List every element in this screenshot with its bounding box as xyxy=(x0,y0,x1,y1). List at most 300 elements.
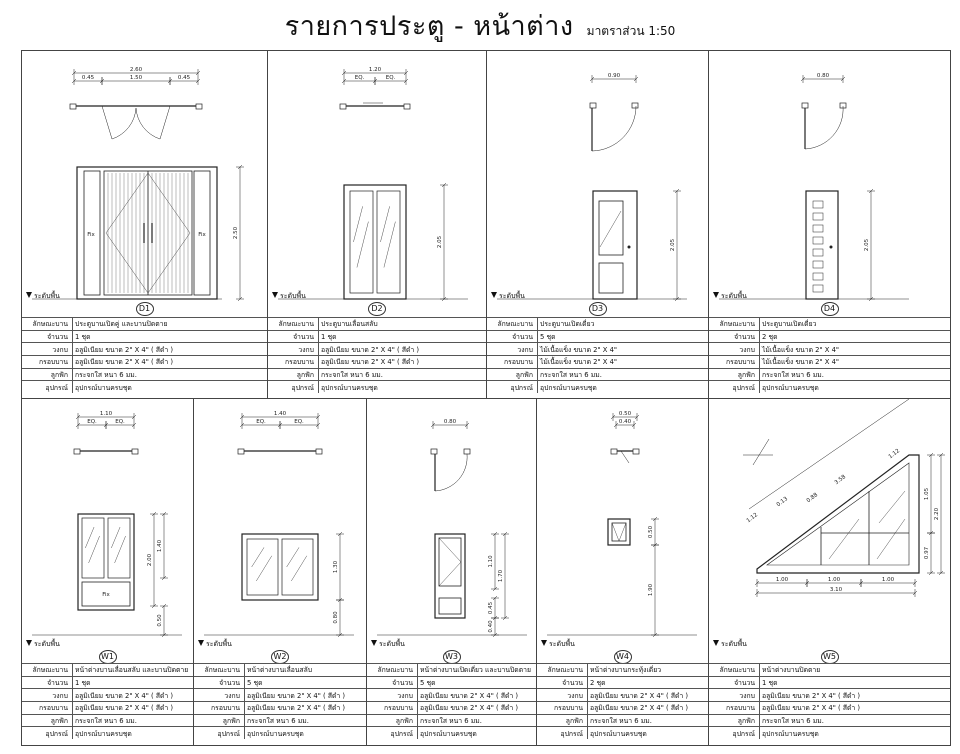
spec-label: กรอบบาน xyxy=(22,702,73,715)
door-height-dimension: 2.50 xyxy=(233,226,239,240)
window-height-dimension: 2.20 xyxy=(934,507,940,521)
spec-row xyxy=(487,368,708,381)
spec-value: กระจกใส หนา 6 มม. xyxy=(418,714,537,727)
spec-value: กระจกใส หนา 6 มม. xyxy=(73,714,194,727)
floor-level-label xyxy=(491,291,525,302)
spec-label: อุปกรณ์ xyxy=(22,381,73,393)
spec-value: หน้าต่างบานกระทุ้งเดี่ยว xyxy=(588,664,709,677)
plan-jamb xyxy=(238,449,244,454)
spec-row xyxy=(709,368,950,381)
spec-value: อลูมิเนียม ขนาด 2" X 4" ( สีดำ ) xyxy=(245,689,367,702)
width-dimension: EQ. xyxy=(385,75,396,81)
window-height-dimension: 1.10 xyxy=(488,555,494,568)
elevation-svg xyxy=(194,399,366,654)
floor-level-text: ระดับพื้น xyxy=(499,292,525,300)
door-louvre xyxy=(813,261,823,268)
spec-label: จำนวน xyxy=(487,330,538,343)
spec-value: กระจกใส หนา 6 มม. xyxy=(73,368,268,381)
spec-value: กระจกใส หนา 6 มม. xyxy=(760,368,951,381)
floor-level-label xyxy=(541,639,575,650)
slope-length-label: 0.88 xyxy=(805,492,820,505)
spec-row xyxy=(487,356,708,369)
spec-value: อลูมิเนียม ขนาด 2" X 4" ( สีดำ ) xyxy=(588,702,709,715)
spec-value: กระจกใส หนา 6 มม. xyxy=(588,714,709,727)
spec-row xyxy=(194,664,366,677)
spec-row xyxy=(487,330,708,343)
glass-pane xyxy=(247,539,278,595)
spec-table xyxy=(487,317,708,393)
spec-value: อลูมิเนียม ขนาด 2" X 4" ( สีดำ ) xyxy=(760,689,951,702)
spec-value: ประตูบานเปิดคู่ และบานปิดตาย xyxy=(73,318,268,331)
level-marker-icon xyxy=(713,292,719,298)
fix-label: Fix xyxy=(198,232,206,238)
sheet-title-block xyxy=(0,4,960,47)
height-dimension: 0.40 xyxy=(488,620,494,633)
spec-value: ประตูบานเปิดเดี่ยว xyxy=(760,318,951,331)
floor-level-label xyxy=(26,291,60,302)
plan-jamb xyxy=(464,449,470,454)
elevation-svg xyxy=(709,399,950,654)
floor-level-text: ระดับพื้น xyxy=(280,292,306,300)
spec-label: อุปกรณ์ xyxy=(709,381,760,393)
spec-value: อลูมิเนียม ขนาด 2" X 4" ( สีดำ ) xyxy=(73,356,268,369)
spec-value: กระจกใส หนา 6 มม. xyxy=(760,714,951,727)
item-code-tag: W2 xyxy=(271,650,289,664)
spec-row xyxy=(709,727,950,739)
floor-level-text: ระดับพื้น xyxy=(206,640,232,648)
slope-length-label: 1.12 xyxy=(745,512,760,525)
floor-level-text: ระดับพื้น xyxy=(721,640,747,648)
window-height-dimension: 2.00 xyxy=(147,553,153,567)
elevation-drawing xyxy=(709,399,950,654)
spec-label: วงกบ xyxy=(367,689,418,702)
spec-row xyxy=(194,714,366,727)
spec-value: ไม้เนื้อแข็ง ขนาด 2" X 4" xyxy=(760,343,951,356)
windows-row xyxy=(22,398,950,746)
spec-value: อลูมิเนียม ขนาด 2" X 4" ( สีดำ ) xyxy=(319,356,487,369)
spec-row xyxy=(537,664,708,677)
spec-label: วงกบ xyxy=(268,343,319,356)
item-code-tag: W4 xyxy=(614,650,632,664)
spec-value: อลูมิเนียม ขนาด 2" X 4" ( สีดำ ) xyxy=(418,689,537,702)
spec-row xyxy=(22,318,267,331)
level-marker-icon xyxy=(272,292,278,298)
glass-hatch xyxy=(89,536,100,563)
elevation-svg xyxy=(367,399,536,654)
door-frame xyxy=(344,185,406,299)
spec-row xyxy=(268,318,486,331)
awning-swing xyxy=(621,451,629,463)
plan-jamb xyxy=(611,449,617,454)
spec-label: วงกบ xyxy=(22,343,73,356)
spec-table xyxy=(268,317,486,393)
height-dimension: 1.70 xyxy=(498,569,504,583)
spec-label: จำนวน xyxy=(22,676,73,689)
spec-value: หน้าต่างบานเลื่อนสลับ xyxy=(245,664,367,677)
window-height-dimension: 0.50 xyxy=(648,525,654,539)
item-w5 xyxy=(709,399,950,746)
level-marker-icon xyxy=(198,640,204,646)
item-code-tag: W3 xyxy=(443,650,461,664)
item-code-tag: D4 xyxy=(821,302,839,316)
spec-label: ลักษณะบาน xyxy=(194,664,245,677)
spec-row xyxy=(268,356,486,369)
fix-label: Fix xyxy=(87,232,95,238)
elevation-svg xyxy=(537,399,708,654)
spec-label: อุปกรณ์ xyxy=(537,727,588,739)
door-swing-arc xyxy=(805,106,843,149)
spec-value: อุปกรณ์บานครบชุด xyxy=(245,727,367,739)
spec-value: 5 ชุด xyxy=(538,330,709,343)
total-width-dimension: 0.80 xyxy=(443,419,457,425)
fix-label: Fix xyxy=(102,592,110,598)
spec-label: อุปกรณ์ xyxy=(194,727,245,739)
item-w1 xyxy=(22,399,194,746)
item-code-tag: W5 xyxy=(821,650,839,664)
glass-hatch xyxy=(384,222,396,268)
glass-hatch xyxy=(877,519,905,559)
glass-hatch xyxy=(357,222,369,268)
glass-hatch xyxy=(291,556,307,581)
spec-label: อุปกรณ์ xyxy=(268,381,319,393)
glass-hatch xyxy=(879,491,905,523)
spec-row xyxy=(537,702,708,715)
window-frame xyxy=(435,534,465,618)
spec-row xyxy=(537,689,708,702)
spec-label: วงกบ xyxy=(487,343,538,356)
spec-label: วงกบ xyxy=(709,689,760,702)
glass-hatch xyxy=(111,527,120,548)
window-height-dimension: 1.30 xyxy=(333,560,339,574)
spec-value: อุปกรณ์บานครบชุด xyxy=(73,381,268,393)
spec-value: อุปกรณ์บานครบชุด xyxy=(760,381,951,393)
level-marker-icon xyxy=(26,640,32,646)
spec-label: วงกบ xyxy=(537,689,588,702)
spec-value: อลูมิเนียม ขนาด 2" X 4" ( สีดำ ) xyxy=(245,702,367,715)
spec-value: อลูมิเนียม ขนาด 2" X 4" ( สีดำ ) xyxy=(588,689,709,702)
spec-value: 1 ชุด xyxy=(760,676,951,689)
item-w3 xyxy=(367,399,537,746)
spec-label: กรอบบาน xyxy=(487,356,538,369)
total-width-dimension: 1.20 xyxy=(368,67,382,73)
slope-length-label: 1.12 xyxy=(887,448,902,461)
window-sash xyxy=(612,523,626,541)
spec-row xyxy=(268,330,486,343)
width-dimension: EQ. xyxy=(115,419,125,425)
floor-level-text: ระดับพื้น xyxy=(34,292,60,300)
spec-label: จำนวน xyxy=(268,330,319,343)
item-code-tag: W1 xyxy=(99,650,117,664)
casement-swing xyxy=(439,538,461,586)
glass-pane xyxy=(282,539,313,595)
spec-label: ลักษณะบาน xyxy=(22,664,73,677)
spec-label: อุปกรณ์ xyxy=(709,727,760,739)
door-height-dimension: 2.05 xyxy=(864,238,870,252)
spec-value: อลูมิเนียม ขนาด 2" X 4" ( สีดำ ) xyxy=(319,343,487,356)
door-louvre xyxy=(813,225,823,232)
total-width-dimension: 3.10 xyxy=(829,587,843,593)
spec-table xyxy=(22,317,267,393)
elevation-svg xyxy=(268,51,486,306)
spec-value: หน้าต่างบานเปิดเดี่ยว และบานปิดตาย xyxy=(418,664,537,677)
spec-row xyxy=(709,702,950,715)
spec-label: วงกบ xyxy=(709,343,760,356)
height-dimension: 0.80 xyxy=(333,611,339,624)
plan-jamb xyxy=(632,103,638,108)
floor-level-label xyxy=(272,291,306,302)
spec-row xyxy=(22,343,267,356)
spec-table xyxy=(709,317,950,393)
door-height-dimension: 2.05 xyxy=(437,235,443,249)
elevation-svg xyxy=(709,51,950,306)
spec-value: หน้าต่างบานเลื่อนสลับ และบานปิดตาย xyxy=(73,664,194,677)
spec-value: ไม้เนื้อแข็ง ขนาด 2" X 4" xyxy=(538,343,709,356)
spec-value: 2 ชุด xyxy=(588,676,709,689)
spec-value: อุปกรณ์บานครบชุด xyxy=(418,727,537,739)
spec-row xyxy=(194,689,366,702)
spec-label: ลูกฟัก xyxy=(709,714,760,727)
glass-hatch xyxy=(287,547,299,567)
fix-panel xyxy=(439,598,461,614)
floor-level-label xyxy=(713,291,747,302)
spec-row xyxy=(367,664,536,677)
total-width-dimension: 1.40 xyxy=(273,411,287,417)
plan-jamb xyxy=(590,103,596,108)
spec-value: อุปกรณ์บานครบชุด xyxy=(538,381,709,393)
door-swing-arc xyxy=(102,106,170,139)
spec-row xyxy=(22,664,193,677)
spec-label: ลักษณะบาน xyxy=(709,664,760,677)
item-w4 xyxy=(537,399,709,746)
height-dimension: 0.97 xyxy=(924,546,930,560)
floor-level-text: ระดับพื้น xyxy=(721,292,747,300)
spec-row xyxy=(268,343,486,356)
floor-level-text: ระดับพื้น xyxy=(379,640,405,648)
level-marker-icon xyxy=(541,640,547,646)
spec-row xyxy=(709,664,950,677)
spec-row xyxy=(268,381,486,393)
level-marker-icon xyxy=(371,640,377,646)
total-width-dimension: 2.60 xyxy=(129,67,143,73)
spec-row xyxy=(268,368,486,381)
spec-value: ไม้เนื้อแข็ง ขนาด 2" X 4" xyxy=(538,356,709,369)
plan-jamb xyxy=(70,104,76,109)
elevation-svg xyxy=(22,51,267,306)
door-bottom-panel xyxy=(599,263,623,293)
width-dimension: EQ. xyxy=(354,75,365,81)
floor-level-label xyxy=(26,639,60,650)
spec-row xyxy=(709,714,950,727)
glass-hatch xyxy=(600,211,621,247)
glass-hatch xyxy=(115,536,126,563)
schedule-sheet xyxy=(21,50,951,746)
spec-value: 5 ชุด xyxy=(418,676,537,689)
spec-value: อลูมิเนียม ขนาด 2" X 4" ( สีดำ ) xyxy=(418,702,537,715)
spec-label: กรอบบาน xyxy=(537,702,588,715)
spec-label: ลักษณะบาน xyxy=(709,318,760,331)
spec-row xyxy=(709,689,950,702)
floor-level-label xyxy=(198,639,232,650)
glass-hatch xyxy=(85,527,94,548)
spec-row xyxy=(537,727,708,739)
width-dimension: 0.45 xyxy=(177,75,191,81)
spec-label: กรอบบาน xyxy=(709,702,760,715)
awning-swing xyxy=(612,523,626,541)
window-frame xyxy=(242,534,318,600)
glass-hatch xyxy=(380,206,389,242)
plan-jamb xyxy=(431,449,437,454)
spec-label: อุปกรณ์ xyxy=(487,381,538,393)
spec-table xyxy=(22,663,193,739)
spec-row xyxy=(22,727,193,739)
spec-row xyxy=(22,702,193,715)
elevation-svg xyxy=(487,51,708,306)
casement-sash xyxy=(439,538,461,586)
spec-label: จำนวน xyxy=(367,676,418,689)
door-swing-arc xyxy=(592,106,636,151)
door-frame xyxy=(806,191,838,299)
plan-jamb xyxy=(633,449,639,454)
level-marker-icon xyxy=(713,640,719,646)
item-d2 xyxy=(268,51,487,398)
plan-jamb xyxy=(340,104,346,109)
doors-row xyxy=(22,51,950,398)
item-w2 xyxy=(194,399,367,746)
spec-row xyxy=(367,714,536,727)
spec-value: 1 ชุด xyxy=(73,330,268,343)
spec-value: อลูมิเนียม ขนาด 2" X 4" ( สีดำ ) xyxy=(73,343,268,356)
spec-label: ลักษณะบาน xyxy=(268,318,319,331)
door-knob xyxy=(628,246,631,249)
height-dimension: 0.45 xyxy=(488,601,494,615)
item-code-tag: D3 xyxy=(589,302,607,316)
elevation-drawing xyxy=(194,399,366,654)
plan-jamb xyxy=(316,449,322,454)
height-dimension: 1.05 xyxy=(924,487,930,501)
spec-row xyxy=(22,676,193,689)
door-louvre xyxy=(813,249,823,256)
door-knob xyxy=(830,246,833,249)
spec-row xyxy=(22,689,193,702)
spec-row xyxy=(709,330,950,343)
door-louvre xyxy=(813,237,823,244)
spec-table xyxy=(537,663,708,739)
spec-value: กระจกใส หนา 6 มม. xyxy=(538,368,709,381)
floor-level-label xyxy=(713,639,747,650)
spec-value: อลูมิเนียม ขนาด 2" X 4" ( สีดำ ) xyxy=(73,689,194,702)
spec-row xyxy=(367,689,536,702)
spec-value: อลูมิเนียม ขนาด 2" X 4" ( สีดำ ) xyxy=(760,702,951,715)
spec-label: จำนวน xyxy=(194,676,245,689)
floor-level-text: ระดับพื้น xyxy=(549,640,575,648)
width-dimension: EQ. xyxy=(256,419,266,425)
spec-label: วงกบ xyxy=(194,689,245,702)
spec-label: ลักษณะบาน xyxy=(487,318,538,331)
total-width-dimension: 1.10 xyxy=(99,411,113,417)
spec-label: จำนวน xyxy=(709,330,760,343)
spec-label: ลักษณะบาน xyxy=(22,318,73,331)
spec-value: 5 ชุด xyxy=(245,676,367,689)
spec-label: ลูกฟัก xyxy=(709,368,760,381)
spec-label: อุปกรณ์ xyxy=(367,727,418,739)
elevation-svg xyxy=(22,399,193,654)
slope-length-label: 3.58 xyxy=(833,474,848,487)
height-dimension: 0.50 xyxy=(157,614,163,627)
spec-row xyxy=(22,381,267,393)
spec-row xyxy=(367,702,536,715)
spec-table xyxy=(194,663,366,739)
spec-label: ลูกฟัก xyxy=(22,714,73,727)
spec-row xyxy=(487,381,708,393)
spec-label: ลักษณะบาน xyxy=(367,664,418,677)
spec-value: 1 ชุด xyxy=(319,330,487,343)
level-symbol xyxy=(743,439,773,465)
level-marker-icon xyxy=(491,292,497,298)
spec-row xyxy=(22,714,193,727)
spec-row xyxy=(709,676,950,689)
spec-value: อุปกรณ์บานครบชุด xyxy=(73,727,194,739)
glass-hatch xyxy=(256,556,272,581)
plan-jamb xyxy=(404,104,410,109)
width-dimension: 1.00 xyxy=(827,577,841,583)
spec-value: อุปกรณ์บานครบชุด xyxy=(588,727,709,739)
item-d1 xyxy=(22,51,268,398)
spec-label: กรอบบาน xyxy=(367,702,418,715)
width-dimension: EQ. xyxy=(294,419,304,425)
door-louvre xyxy=(813,213,823,220)
spec-row xyxy=(194,676,366,689)
door-height-dimension: 2.05 xyxy=(670,238,676,252)
spec-label: ลูกฟัก xyxy=(367,714,418,727)
spec-value: กระจกใส หนา 6 มม. xyxy=(319,368,487,381)
width-dimension: EQ. xyxy=(87,419,97,425)
spec-value: กระจกใส หนา 6 มม. xyxy=(245,714,367,727)
spec-label: จำนวน xyxy=(709,676,760,689)
total-width-dimension: 0.80 xyxy=(816,73,830,79)
spec-table xyxy=(367,663,536,739)
elevation-drawing xyxy=(367,399,536,654)
elevation-drawing xyxy=(709,51,950,306)
glass-hatch xyxy=(252,547,264,567)
height-dimension: 1.90 xyxy=(648,583,654,597)
spec-row xyxy=(194,702,366,715)
plan-jamb xyxy=(74,449,80,454)
spec-label: กรอบบาน xyxy=(22,356,73,369)
spec-label: จำนวน xyxy=(537,676,588,689)
spec-label: กรอบบาน xyxy=(194,702,245,715)
door-frame xyxy=(77,167,217,299)
spec-value: 1 ชุด xyxy=(73,676,194,689)
width-dimension: 1.50 xyxy=(129,75,143,81)
floor-level-text: ระดับพื้น xyxy=(34,640,60,648)
item-code-tag: D1 xyxy=(136,302,154,316)
spec-value: หน้าต่างบานปิดตาย xyxy=(760,664,951,677)
glass-hatch xyxy=(829,519,859,559)
door-frame xyxy=(593,191,637,299)
item-code-tag: D2 xyxy=(368,302,386,316)
spec-label: วงกบ xyxy=(22,689,73,702)
plan-jamb xyxy=(802,103,808,108)
slope-dimension-line xyxy=(749,399,909,509)
spec-table xyxy=(709,663,950,739)
spec-label: ลูกฟัก xyxy=(487,368,538,381)
elevation-drawing xyxy=(22,399,193,654)
spec-row xyxy=(709,381,950,393)
spec-row xyxy=(537,714,708,727)
spec-label: ลูกฟัก xyxy=(268,368,319,381)
spec-row xyxy=(367,676,536,689)
door-louvre xyxy=(813,285,823,292)
